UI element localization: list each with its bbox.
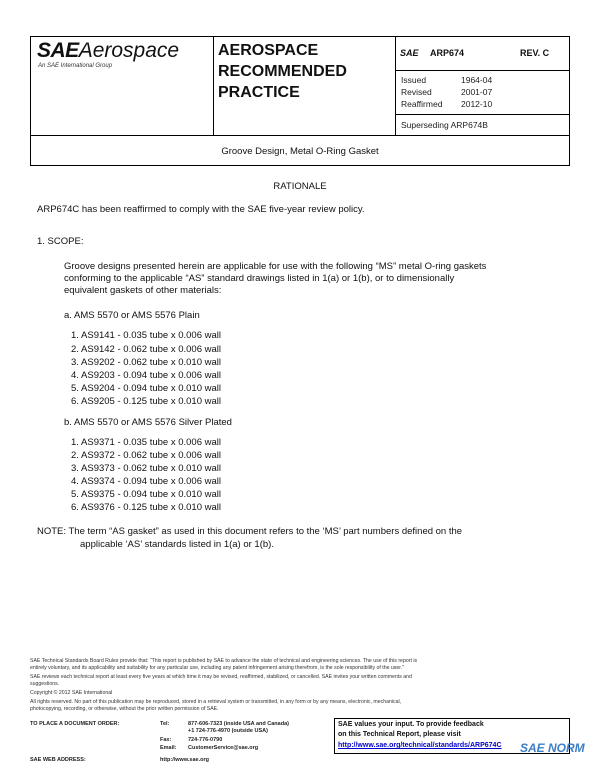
scope-line: equivalent gaskets of other materials:	[64, 285, 222, 296]
fax-label: Fax:	[160, 737, 172, 743]
fax-value: 724-776-0790	[188, 737, 223, 743]
list-item: 3. AS9373 - 0.062 tube x 0.010 wall	[71, 463, 221, 474]
revised-label: Revised	[401, 87, 432, 97]
email-label: Email:	[160, 745, 177, 751]
section-a-heading: a. AMS 5570 or AMS 5576 Plain	[64, 310, 200, 321]
list-item: 3. AS9202 - 0.062 tube x 0.010 wall	[71, 357, 221, 368]
reaffirmed-date: 2012-10	[461, 99, 493, 109]
list-item: 2. AS9142 - 0.062 tube x 0.006 wall	[71, 344, 221, 355]
list-item: 1. AS9371 - 0.035 tube x 0.006 wall	[71, 437, 221, 448]
issued-date: 1964-04	[461, 75, 493, 85]
list-item: 5. AS9204 - 0.094 tube x 0.010 wall	[71, 383, 221, 394]
list-item: 4. AS9374 - 0.094 tube x 0.006 wall	[71, 476, 221, 487]
sae-aerospace-logo: SAEAerospace	[37, 39, 180, 62]
tel-label: Tel:	[160, 721, 170, 727]
section-b-heading: b. AMS 5570 or AMS 5576 Silver Plated	[64, 417, 232, 428]
header-divider	[395, 70, 570, 71]
header-divider	[395, 114, 570, 115]
footer-text: SAE Technical Standards Board Rules provide that: “This report is published by SAE to advance the state of technical and engineering sciences. The use of this report is	[30, 658, 418, 664]
list-item: 4. AS9203 - 0.094 tube x 0.006 wall	[71, 370, 221, 381]
list-item: 1. AS9141 - 0.035 tube x 0.006 wall	[71, 330, 221, 341]
footer-text: entirely voluntary, and its applicability and suitability for any particular use, including any patent infringement arising therefrom, is the sole responsibility of the user.”	[30, 665, 404, 671]
rationale-text: ARP674C has been reaffirmed to comply with the SAE five-year review policy.	[37, 204, 365, 215]
feedback-text: on this Technical Report, please visit	[338, 731, 461, 738]
scope-line: Groove designs presented herein are applicable for use with the following “MS” metal O-ring gaskets	[64, 261, 487, 272]
list-item: 6. AS9205 - 0.125 tube x 0.010 wall	[71, 396, 221, 407]
header-divider	[213, 36, 214, 136]
header-divider	[395, 36, 396, 136]
footer-text: All rights reserved. No part of this publication may be reproduced, stored in a retrieval system or transmitted, in any form or by any means, electronic, mechanical,	[30, 699, 402, 705]
copyright: Copyright © 2012 SAE International	[30, 690, 113, 696]
document-title: Groove Design, Metal O-Ring Gasket	[221, 146, 379, 157]
tel-value: 877-606-7323 (inside USA and Canada)	[188, 721, 289, 727]
footer-text: SAE reviews each technical report at least every five years at which time it may be revised, reaffirmed, stabilized, or cancelled. SAE invites your written comments and	[30, 674, 412, 680]
list-item: 5. AS9375 - 0.094 tube x 0.010 wall	[71, 489, 221, 500]
watermark-logo: SAE NORM	[520, 741, 585, 755]
superseding: Superseding ARP674B	[401, 120, 488, 130]
revised-date: 2001-07	[461, 87, 493, 97]
scope-heading: 1. SCOPE:	[37, 236, 84, 247]
rationale-heading: RATIONALE	[273, 181, 327, 192]
reaffirmed-label: Reaffirmed	[401, 99, 443, 109]
footer-text: suggestions.	[30, 681, 60, 687]
revision: REV. C	[520, 48, 550, 58]
footer-text: photocopying, recording, or otherwise, without the prior written permission of SAE.	[30, 706, 219, 712]
order-label: TO PLACE A DOCUMENT ORDER:	[30, 721, 120, 727]
web-link[interactable]: http://www.sae.org	[160, 757, 209, 763]
tel-value: +1 724-776-4970 (outside USA)	[188, 728, 268, 734]
feedback-link[interactable]: http://www.sae.org/technical/standards/ARP674C	[338, 742, 502, 749]
web-label: SAE WEB ADDRESS:	[30, 757, 86, 763]
document-type: AEROSPACE RECOMMENDED PRACTICE	[218, 42, 347, 101]
logo-subtitle: An SAE International Group	[38, 63, 113, 69]
note-text: NOTE: The term “AS gasket” as used in this document refers to the ‘MS’ part numbers defined on the	[37, 526, 463, 537]
email-link[interactable]: CustomerService@sae.org	[188, 745, 259, 751]
issued-label: Issued	[401, 75, 427, 85]
feedback-text: SAE values your input. To provide feedback	[338, 721, 484, 728]
document-number: ARP674	[430, 48, 465, 58]
sae-mark: SAE	[400, 48, 419, 58]
list-item: 6. AS9376 - 0.125 tube x 0.010 wall	[71, 502, 221, 513]
note-text: applicable ‘AS’ standards listed in 1(a) or 1(b).	[80, 539, 274, 550]
scope-line: conforming to the applicable “AS” standard drawings listed in 1(a) or 1(b), or to dimensionally	[64, 273, 455, 284]
list-item: 2. AS9372 - 0.062 tube x 0.006 wall	[71, 450, 221, 461]
